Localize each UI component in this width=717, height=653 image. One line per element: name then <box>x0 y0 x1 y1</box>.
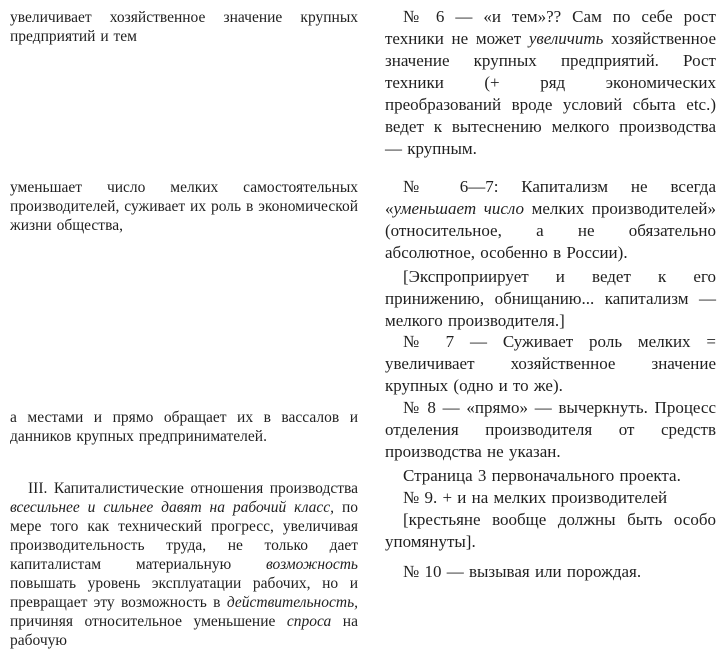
text-run: мелких производителей» (относительное, а не обязательно абсолютное, особенно в России). <box>385 199 716 262</box>
left-column-excerpts <box>10 0 358 653</box>
note-no-6-7 <box>385 176 716 264</box>
text-run: № 7 — Суживает роль мелких = увеличивает хозяйственное значение крупных (одно и то же). <box>385 332 716 395</box>
note-no-10 <box>385 561 716 583</box>
excerpt-block-1 <box>10 8 358 46</box>
italic-text-run: всесильнее и сильнее давят на рабочий класс, <box>10 499 335 516</box>
text-run: № 10 — вызывая или порождая. <box>403 562 642 581</box>
text-run: повышать уровень эксплуатации рабочих, но и превращает эту возможность в <box>10 575 358 611</box>
text-run: № 6—7: Капитализм не всегда « <box>385 177 716 218</box>
italic-text-run: возможность <box>266 556 358 573</box>
text-run: № 9. + и на мелких производителей <box>403 488 668 507</box>
note-no-9 <box>385 487 716 509</box>
text-run: причиняя относительное уменьшение <box>10 613 287 630</box>
text-run: № 8 — «прямо» — вычеркнуть. Процесс отделения производителя от средств производства не указан. <box>385 398 716 461</box>
text-run: уменьшает число мелких самостоятельных производителей, суживает их роль в экономической жизни общества, <box>10 179 358 234</box>
text-run: увеличивает хозяйственное значение крупных предприятий и тем <box>10 9 358 45</box>
text-run: III. Капиталистические отношения производства <box>28 480 358 497</box>
excerpt-block-4 <box>10 479 358 650</box>
text-run: № 6 — «и тем»?? Сам по себе рост техники не может <box>385 7 716 48</box>
text-run: а местами и прямо обращает их в вассалов и данников крупных предпринимателей. <box>10 409 358 445</box>
text-run: по мере того как технический прогресс, увеличивая производительность труда, не только дает капиталистам материальную <box>10 499 359 573</box>
note-bracketed-expropriation <box>385 266 716 332</box>
italic-text-run: увеличить <box>528 29 604 48</box>
text-run: [Экспроприирует и ведет к его принижению, обнищанию... капитализм — мелкого производителя.] <box>385 267 716 330</box>
italic-text-run: спроса <box>286 613 332 630</box>
text-run: [крестьяне вообще должны быть особо упомянуты]. <box>385 510 716 551</box>
note-page-3-heading <box>385 465 716 487</box>
excerpt-block-2 <box>10 178 358 235</box>
note-no-9-bracketed <box>385 509 716 553</box>
note-no-6 <box>385 6 716 160</box>
note-no-8 <box>385 397 716 463</box>
italic-text-run: уменьшает число <box>393 199 524 218</box>
text-run: на рабочую <box>10 613 358 649</box>
excerpt-block-3 <box>10 408 358 446</box>
text-run: хозяйственное значение крупных предприятий. Рост техники (+ ряд экономических преобразований вроде условий сбыта etc.) ведет к вытеснению мелкого производства — крупным. <box>385 29 716 158</box>
italic-text-run: действительность, <box>226 594 358 611</box>
text-run: Страница 3 первоначального проекта. <box>403 466 681 485</box>
note-no-7 <box>385 331 716 397</box>
right-column-notes <box>385 0 716 653</box>
